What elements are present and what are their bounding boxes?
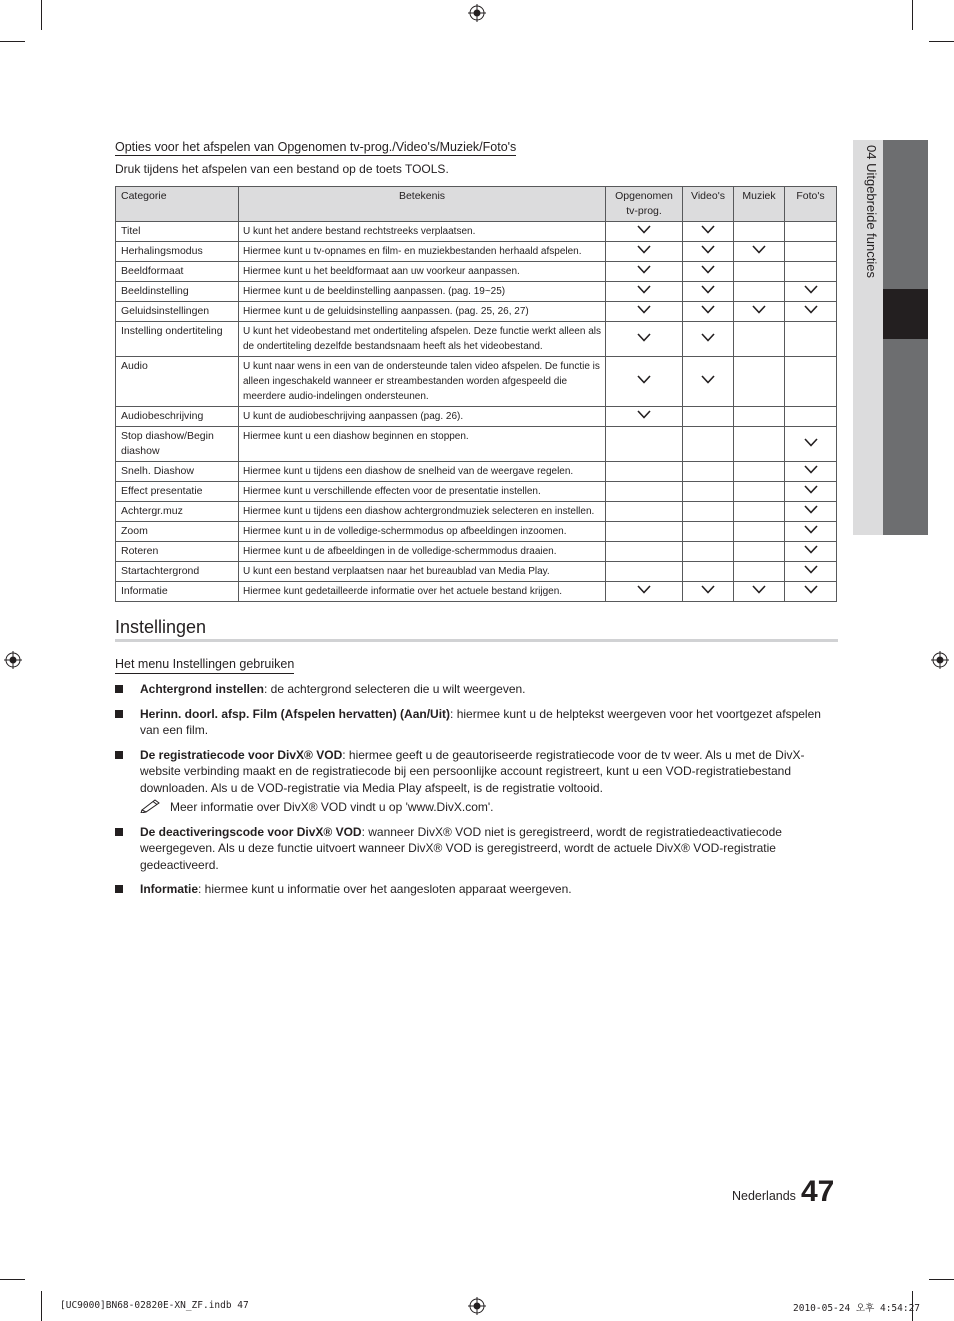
table-row (116, 502, 837, 522)
settings-list (115, 681, 835, 906)
checkmark-icon (637, 245, 651, 254)
chapter-tab-label: 04 Uitgebreide functies (864, 145, 879, 278)
availability-cell (606, 562, 683, 582)
item-term: De registratiecode voor DivX® VOD (140, 747, 343, 762)
checkmark-icon (637, 333, 651, 342)
availability-cell (606, 242, 683, 262)
availability-cell (606, 427, 683, 462)
availability-cell (785, 322, 837, 357)
availability-cell (785, 407, 837, 427)
checkmark-icon (804, 565, 818, 574)
availability-cell (606, 582, 683, 602)
chapter-tab-marker (883, 289, 928, 339)
availability-cell (734, 582, 785, 602)
category-cell: Audio (116, 357, 239, 407)
availability-cell (683, 322, 734, 357)
settings-subheading: Het menu Instellingen gebruiken (115, 657, 294, 674)
availability-cell (785, 562, 837, 582)
availability-cell (785, 262, 837, 282)
meaning-cell: U kunt naar wens in een van de ondersteunde talen video afspelen. De functie is alleen ingeschakeld wanneer er streambestanden worden afgespeeld die meerdere audio-indelingen ondersteunen. (239, 357, 606, 407)
table-row (116, 357, 837, 407)
meaning-cell: Hiermee kunt u het beeldformaat aan uw voorkeur aanpassen. (239, 262, 606, 282)
availability-cell (606, 322, 683, 357)
table-row (116, 242, 837, 262)
meaning-cell: Hiermee kunt u de afbeeldingen in de volledige-schermmodus draaien. (239, 542, 606, 562)
availability-cell (785, 302, 837, 322)
checkmark-icon (637, 375, 651, 384)
column-header: Video's (683, 187, 734, 222)
availability-cell (683, 407, 734, 427)
availability-cell (683, 502, 734, 522)
availability-cell (734, 322, 785, 357)
meaning-cell: U kunt het andere bestand rechtstreeks verplaatsen. (239, 222, 606, 242)
crop-mark (41, 1291, 42, 1321)
availability-cell (606, 357, 683, 407)
availability-cell (734, 357, 785, 407)
category-cell: Beeldinstelling (116, 282, 239, 302)
availability-cell (683, 482, 734, 502)
checkmark-icon (804, 465, 818, 474)
availability-cell (606, 482, 683, 502)
table-row (116, 302, 837, 322)
list-item (115, 681, 835, 698)
category-cell: Beeldformaat (116, 262, 239, 282)
meaning-cell: Hiermee kunt u de beeldinstelling aanpassen. (pag. 19~25) (239, 282, 606, 302)
table-row (116, 542, 837, 562)
table-row (116, 262, 837, 282)
checkmark-icon (752, 245, 766, 254)
category-cell: Startachtergrond (116, 562, 239, 582)
category-cell: Stop diashow/Begin diashow (116, 427, 239, 462)
category-cell: Informatie (116, 582, 239, 602)
availability-cell (734, 502, 785, 522)
meaning-cell: U kunt de audiobeschrijving aanpassen (pag. 26). (239, 407, 606, 427)
checkmark-icon (637, 285, 651, 294)
availability-cell (734, 242, 785, 262)
category-cell: Audiobeschrijving (116, 407, 239, 427)
bullet-square-icon (115, 828, 123, 836)
bullet-square-icon (115, 751, 123, 759)
availability-cell (606, 407, 683, 427)
settings-heading: Instellingen (115, 617, 838, 642)
meaning-cell: Hiermee kunt u verschillende effecten voor de presentatie instellen. (239, 482, 606, 502)
availability-cell (785, 357, 837, 407)
table-row (116, 522, 837, 542)
registration-mark-icon (468, 4, 486, 22)
checkmark-icon (637, 265, 651, 274)
registration-mark-icon (468, 1297, 486, 1315)
meaning-cell: Hiermee kunt u tijdens een diashow de snelheid van de weergave regelen. (239, 462, 606, 482)
checkmark-icon (804, 505, 818, 514)
availability-cell (785, 282, 837, 302)
checkmark-icon (637, 305, 651, 314)
availability-cell (683, 242, 734, 262)
table-row (116, 407, 837, 427)
meaning-cell: Hiermee kunt u tv-opnames en film- en muziekbestanden herhaald afspelen. (239, 242, 606, 262)
availability-cell (785, 482, 837, 502)
options-table (115, 186, 837, 602)
checkmark-icon (701, 225, 715, 234)
availability-cell (606, 262, 683, 282)
table-row (116, 222, 837, 242)
item-term: Herinn. doorl. afsp. Film (Afspelen hervatten) (Aan/Uit) (140, 706, 451, 721)
category-cell: Instelling ondertiteling (116, 322, 239, 357)
print-slug-file: [UC9000]BN68-02820E-XN_ZF.indb 47 (60, 1300, 249, 1311)
table-header-row (116, 187, 837, 222)
checkmark-icon (752, 305, 766, 314)
availability-cell (734, 542, 785, 562)
section-title: Opties voor het afspelen van Opgenomen tv-prog./Video's/Muziek/Foto's (115, 140, 517, 154)
checkmark-icon (637, 225, 651, 234)
registration-mark-icon (931, 651, 949, 669)
item-term: Informatie (140, 882, 199, 896)
checkmark-icon (701, 375, 715, 384)
category-cell: Titel (116, 222, 239, 242)
category-cell: Geluidsinstellingen (116, 302, 239, 322)
category-cell: Effect presentatie (116, 482, 239, 502)
meaning-cell: Hiermee kunt u in de volledige-schermmodus op afbeeldingen inzoomen. (239, 522, 606, 542)
item-description: : wanneer DivX® VOD niet is geregistreerd, wordt de registratiedeactivatiecode weergegeven. Als u deze functie uitvoert wanneer DivX® VOD is geregistreerd, wordt de actuele DivX® VOD-registratie gedeactiveerd. (140, 824, 782, 872)
checkmark-icon (701, 245, 715, 254)
crop-mark (929, 1279, 954, 1280)
availability-cell (734, 562, 785, 582)
list-item (115, 881, 835, 898)
column-header: Foto's (785, 187, 837, 222)
meaning-cell: Hiermee kunt u een diashow beginnen en stoppen. (239, 427, 606, 462)
availability-cell (785, 242, 837, 262)
availability-cell (683, 427, 734, 462)
note (140, 799, 835, 816)
availability-cell (734, 522, 785, 542)
item-description: : hiermee kunt u de helptekst weergeven voor het voortgezet afspelen van een film. (140, 706, 821, 737)
table-row (116, 582, 837, 602)
availability-cell (785, 502, 837, 522)
availability-cell (734, 482, 785, 502)
table-row (116, 282, 837, 302)
item-term: De deactiveringscode voor DivX® VOD (140, 824, 362, 839)
checkmark-icon (804, 305, 818, 314)
availability-cell (785, 522, 837, 542)
checkmark-icon (637, 585, 651, 594)
checkmark-icon (637, 410, 651, 419)
column-header: Muziek (734, 187, 785, 222)
checkmark-icon (804, 438, 818, 447)
availability-cell (785, 582, 837, 602)
category-cell: Snelh. Diashow (116, 462, 239, 482)
registration-mark-icon (4, 651, 22, 669)
table-row (116, 562, 837, 582)
print-slug-date: 2010-05-24 오후 4:54:27 (793, 1303, 921, 1314)
bullet-square-icon (115, 885, 123, 893)
column-header: Categorie (116, 187, 239, 222)
column-header: Opgenomen tv-prog. (606, 187, 683, 222)
availability-cell (734, 427, 785, 462)
crop-mark (912, 0, 913, 30)
availability-cell (683, 542, 734, 562)
availability-cell (734, 262, 785, 282)
availability-cell (734, 222, 785, 242)
availability-cell (683, 262, 734, 282)
meaning-cell: U kunt een bestand verplaatsen naar het bureaublad van Media Play. (239, 562, 606, 582)
item-description: : de achtergrond selecteren die u wilt weergeven. (264, 682, 526, 696)
checkmark-icon (701, 305, 715, 314)
checkmark-icon (701, 265, 715, 274)
category-cell: Achtergr.muz (116, 502, 239, 522)
availability-cell (606, 302, 683, 322)
crop-mark (0, 1279, 25, 1280)
meaning-cell: Hiermee kunt gedetailleerde informatie over het actuele bestand krijgen. (239, 582, 606, 602)
bullet-square-icon (115, 710, 123, 718)
availability-cell (606, 502, 683, 522)
table-row (116, 462, 837, 482)
page-number: 47 (801, 1175, 835, 1208)
availability-cell (734, 282, 785, 302)
availability-cell (683, 302, 734, 322)
availability-cell (683, 282, 734, 302)
meaning-cell: Hiermee kunt u de geluidsinstelling aanpassen. (pag. 25, 26, 27) (239, 302, 606, 322)
footer-language: Nederlands (732, 1189, 796, 1203)
availability-cell (606, 542, 683, 562)
availability-cell (683, 357, 734, 407)
checkmark-icon (804, 545, 818, 554)
bullet-square-icon (115, 685, 123, 693)
availability-cell (606, 282, 683, 302)
availability-cell (785, 542, 837, 562)
meaning-cell: U kunt het videobestand met ondertiteling afspelen. Deze functie werkt alleen als de ondertiteling dezelfde bestandsnaam heeft als het videobestand. (239, 322, 606, 357)
availability-cell (683, 222, 734, 242)
item-term: Achtergrond instellen (140, 682, 265, 696)
table-row (116, 482, 837, 502)
availability-cell (683, 562, 734, 582)
list-item (115, 747, 835, 816)
category-cell: Zoom (116, 522, 239, 542)
checkmark-icon (804, 485, 818, 494)
note-pencil-icon (140, 797, 162, 813)
table-row (116, 322, 837, 357)
table-row (116, 427, 837, 462)
availability-cell (606, 222, 683, 242)
item-description: : hiermee kunt u informatie over het aangesloten apparaat weergeven. (198, 882, 572, 896)
availability-cell (785, 427, 837, 462)
availability-cell (606, 462, 683, 482)
crop-mark (929, 41, 954, 42)
list-item (115, 706, 835, 739)
checkmark-icon (804, 285, 818, 294)
checkmark-icon (701, 285, 715, 294)
availability-cell (683, 522, 734, 542)
note-text: Meer informatie over DivX® VOD vindt u op 'www.DivX.com'. (170, 800, 494, 814)
availability-cell (785, 222, 837, 242)
availability-cell (785, 462, 837, 482)
availability-cell (734, 462, 785, 482)
checkmark-icon (804, 525, 818, 534)
column-header: Betekenis (239, 187, 606, 222)
checkmark-icon (701, 585, 715, 594)
availability-cell (734, 302, 785, 322)
availability-cell (683, 582, 734, 602)
item-description: : hiermee geeft u de geautoriseerde registratiecode voor de tv weer. Als u met de DivX-website verbinding maakt en de registratiecode bij een persoonlijke account registreert, kunt u een VOD-registratiebestand downloaden. Als u de VOD-registratie via Media Play afspeelt, is de registratie voltooid. (140, 747, 805, 795)
checkmark-icon (701, 333, 715, 342)
list-item (115, 824, 835, 874)
category-cell: Herhalingsmodus (116, 242, 239, 262)
crop-mark (41, 0, 42, 30)
section-intro: Druk tijdens het afspelen van een bestand op de toets TOOLS. (115, 162, 449, 176)
checkmark-icon (804, 585, 818, 594)
availability-cell (734, 407, 785, 427)
crop-mark (0, 41, 25, 42)
category-cell: Roteren (116, 542, 239, 562)
availability-cell (606, 522, 683, 542)
availability-cell (683, 462, 734, 482)
checkmark-icon (752, 585, 766, 594)
meaning-cell: Hiermee kunt u tijdens een diashow achtergrondmuziek selecteren en instellen. (239, 502, 606, 522)
